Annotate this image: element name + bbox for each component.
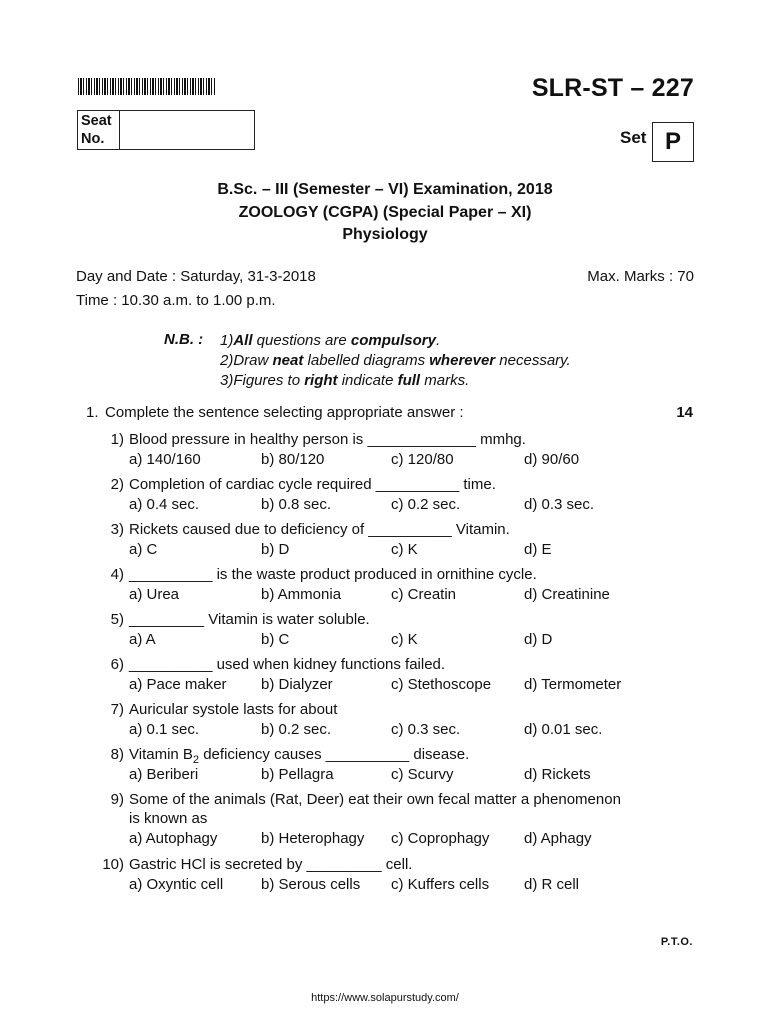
mcq-number: 5) [110, 611, 124, 628]
mcq-number: 10) [102, 856, 124, 873]
mcq-option: c) Stethoscope [391, 676, 492, 693]
nb-note-mid: indicate [337, 372, 398, 389]
mcq-question: Blood pressure in healthy person is _____________ mmhg. [129, 431, 526, 448]
nb-note [220, 351, 571, 371]
paper-title: Physiology [342, 226, 428, 243]
mcq-question: _________ Vitamin is water soluble. [129, 611, 370, 628]
nb-note-num: 2) [220, 352, 234, 369]
exam-title: B.Sc. – III (Semester – VI) Examination, 2018 [217, 181, 553, 198]
paper-code: SLR-ST – 227 [531, 74, 694, 102]
mcq-question-continued: is known as [129, 810, 208, 827]
mcq-option: b) Heterophagy [261, 830, 365, 847]
mcq-number: 6) [110, 656, 124, 673]
nb-note [220, 331, 571, 351]
seat-label-line2: No. [81, 131, 105, 147]
seat-label-line1: Seat [81, 113, 112, 129]
mcq-number: 2) [110, 476, 124, 493]
mcq-question: Gastric HCl is secreted by _________ cell. [129, 856, 413, 873]
mcq-option: a) Oxyntic cell [129, 876, 224, 893]
mcq-option: c) 0.2 sec. [391, 496, 461, 513]
mcq-option: c) Creatin [391, 586, 457, 603]
nb-note-post: necessary. [495, 352, 571, 369]
mcq-option: b) 0.2 sec. [261, 721, 332, 738]
seat-number-box [77, 110, 255, 150]
mcq-number: 9) [110, 791, 124, 808]
mcq-option: a) Urea [129, 586, 180, 603]
day-date: Day and Date : Saturday, 31-3-2018 [76, 268, 316, 285]
mcq-option: a) Beriberi [129, 766, 199, 783]
mcq-question: Auricular systole lasts for about [129, 701, 338, 718]
mcq-option: b) 80/120 [261, 451, 325, 468]
mcq-option: c) Kuffers cells [391, 876, 490, 893]
mcq-question: Rickets caused due to deficiency of __________ Vitamin. [129, 521, 510, 538]
subject-title: ZOOLOGY (CGPA) (Special Paper – XI) [238, 204, 532, 221]
mcq-option: b) D [261, 541, 290, 558]
mcq-option: b) C [261, 631, 290, 648]
mcq-question-subscript: 2 [192, 754, 200, 766]
mcq-option: b) Ammonia [261, 586, 342, 603]
mcq-option: d) 0.01 sec. [524, 721, 603, 738]
mcq-question-post: deficiency causes __________ disease. [199, 746, 470, 763]
set-box: P [652, 122, 694, 162]
mcq-option: b) 0.8 sec. [261, 496, 332, 513]
mcq-option: c) 0.3 sec. [391, 721, 461, 738]
mcq-option: d) Aphagy [524, 830, 592, 847]
mcq-option: d) D [524, 631, 553, 648]
mcq-option: d) Rickets [524, 766, 591, 783]
max-marks: Max. Marks : 70 [587, 268, 694, 285]
mcq-question [129, 746, 469, 766]
pto-label: P.T.O. [660, 936, 693, 948]
question-marks: 14 [676, 404, 693, 421]
mcq-option: a) Pace maker [129, 676, 227, 693]
mcq-option: c) Coprophagy [391, 830, 490, 847]
nb-note-pre: Draw [233, 352, 273, 369]
nb-note-b2: compulsory [350, 332, 436, 349]
mcq-number: 4) [110, 566, 124, 583]
seat-number-field[interactable] [120, 111, 254, 149]
exam-time: Time : 10.30 a.m. to 1.00 p.m. [76, 292, 276, 309]
nb-note-b1: All [233, 332, 253, 349]
mcq-option: c) K [391, 541, 418, 558]
nb-note-b1: neat [272, 352, 304, 369]
mcq-option: c) K [391, 631, 418, 648]
mcq-question-pre: Vitamin B [129, 746, 193, 763]
nb-note-post: marks. [420, 372, 470, 389]
nb-note-mid: labelled diagrams [303, 352, 430, 369]
nb-note-mid: questions are [252, 332, 351, 349]
mcq-option: d) 0.3 sec. [524, 496, 595, 513]
mcq-option: a) A [129, 631, 156, 648]
mcq-number: 3) [110, 521, 124, 538]
mcq-option: d) Termometer [524, 676, 622, 693]
mcq-option: c) Scurvy [391, 766, 454, 783]
nb-note-num: 1) [220, 332, 234, 349]
mcq-option: d) E [524, 541, 552, 558]
question-text: Complete the sentence selecting appropriate answer : [105, 404, 464, 421]
mcq-option: d) 90/60 [524, 451, 580, 468]
mcq-option: a) 0.4 sec. [129, 496, 200, 513]
mcq-number: 8) [110, 746, 124, 763]
mcq-question: __________ is the waste product produced in ornithine cycle. [129, 566, 537, 583]
barcode [78, 78, 216, 95]
nb-label: N.B. : [164, 331, 204, 348]
mcq-option: d) Creatinine [524, 586, 610, 603]
mcq-option: a) C [129, 541, 158, 558]
mcq-question: Some of the animals (Rat, Deer) eat their own fecal matter a phenomenon [129, 791, 621, 808]
nb-note-b1: right [304, 372, 338, 389]
nb-note [220, 371, 571, 391]
mcq-number: 7) [110, 701, 124, 718]
seat-label [78, 111, 120, 149]
mcq-option: b) Serous cells [261, 876, 361, 893]
nb-note-num: 3) [220, 372, 234, 389]
nb-note-pre: Figures to [233, 372, 305, 389]
footer-url: https://www.solapurstudy.com/ [311, 992, 459, 1004]
mcq-option: a) Autophagy [129, 830, 218, 847]
nb-note-b2: wherever [429, 352, 496, 369]
mcq-question: __________ used when kidney functions failed. [129, 656, 446, 673]
nb-note-post: . [435, 332, 441, 349]
set-label: Set [620, 128, 647, 147]
mcq-option: d) R cell [524, 876, 580, 893]
nb-notes [220, 331, 571, 391]
mcq-number: 1) [110, 431, 124, 448]
question-number: 1. [86, 404, 99, 421]
mcq-question: Completion of cardiac cycle required __________ time. [129, 476, 496, 493]
mcq-option: c) 120/80 [391, 451, 454, 468]
mcq-option: b) Pellagra [261, 766, 334, 783]
nb-note-b2: full [397, 372, 421, 389]
mcq-option: a) 140/160 [129, 451, 201, 468]
mcq-option: b) Dialyzer [261, 676, 333, 693]
mcq-option: a) 0.1 sec. [129, 721, 200, 738]
